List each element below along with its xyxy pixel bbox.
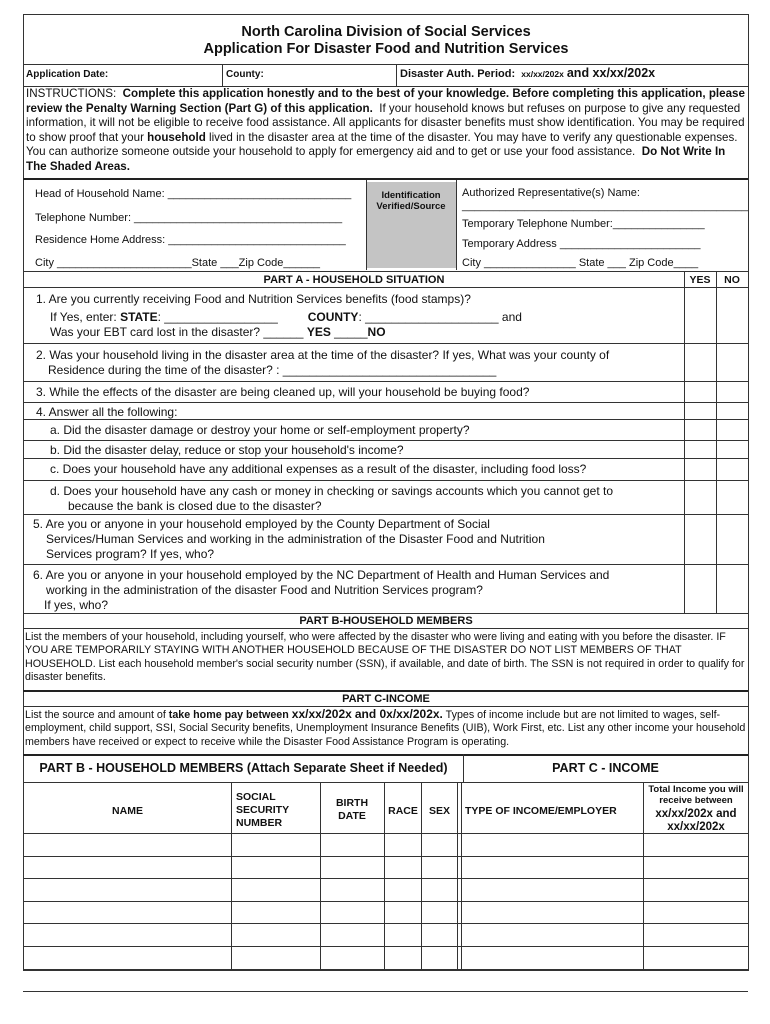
question-4d-line2: because the bank is closed due to the disaster? — [68, 499, 322, 513]
application-date-label: Application Date: — [26, 69, 109, 80]
table-cell[interactable] — [321, 902, 384, 923]
question-1-ebt-lost[interactable]: Was your EBT card lost in the disaster? ______ YES _____NO — [50, 325, 386, 339]
disaster-period: Disaster Auth. Period: xx/xx/202x and xx/xx/202x — [400, 66, 656, 80]
telephone-field[interactable]: Telephone Number: __________________________________ — [35, 212, 343, 224]
col-ssn-header: SOCIAL SECURITY NUMBER — [236, 791, 289, 829]
temp-address-field[interactable]: Temporary Address _______________________ — [462, 238, 701, 250]
table-cell[interactable] — [321, 834, 384, 855]
q2-no-cell[interactable] — [717, 344, 747, 380]
yes-column-header: YES — [689, 274, 711, 286]
table-cell[interactable] — [385, 857, 421, 878]
q4b-no-cell[interactable] — [717, 441, 747, 457]
part-b-instructions: List the members of your household, including yourself, who were affected by the disaster who were living and eating with you before the disaster. IF YOU ARE TEMPORARILY STAYING WITH ANOTHER HOUSEHOLD BECAUSE OF THE DISASTER DO NOT LIST MEMBERS OF THAT HOUSEHOLD. List each household member's social security number (SSN), if available, and date of birth. The SSN is not required in order to qualify for disaster benefits. — [25, 631, 745, 683]
q5-no-cell[interactable] — [717, 515, 747, 563]
q2-yes-cell[interactable] — [685, 344, 715, 380]
table-cell[interactable] — [232, 879, 320, 900]
question-4d-line1: d. Does your household have any cash or money in checking or savings accounts which you cannot get to — [50, 484, 613, 498]
table-cell[interactable] — [644, 879, 747, 900]
q3-yes-cell[interactable] — [685, 382, 715, 401]
col-race-header: RACE — [388, 805, 418, 817]
q1-yes-cell[interactable] — [685, 288, 715, 342]
table-cell[interactable] — [232, 947, 320, 968]
table-cell[interactable] — [24, 970, 231, 991]
table-cell[interactable] — [321, 947, 384, 968]
table-cell[interactable] — [24, 857, 231, 878]
q3-no-cell[interactable] — [717, 382, 747, 401]
table-cell[interactable] — [644, 834, 747, 855]
q4c-yes-cell[interactable] — [685, 459, 715, 479]
table-cell[interactable] — [24, 902, 231, 923]
no-column-header: NO — [724, 274, 740, 286]
table-cell[interactable] — [462, 834, 643, 855]
q6-yes-cell[interactable] — [685, 565, 715, 612]
question-5-line3: Services program? If yes, who? — [46, 547, 215, 561]
part-c-title: PART C-INCOME — [342, 693, 430, 705]
table-part-c-header: PART C - INCOME — [552, 761, 659, 775]
table-cell[interactable] — [385, 834, 421, 855]
table-cell[interactable] — [462, 970, 643, 991]
instructions: INSTRUCTIONS: Complete this application honestly and to the best of your knowledge. Before completing this application, please review the Penalty Warning Section (Part G) of this application. If your household knows but refuses on purpose to give any requested information, it will not be eligible to receive food assistance. All applicants for disaster benefits must show identification. You may be required to show proof that your household lived in the disaster area at the time of the disaster. You may have to verify any questionable expenses. You can authorize someone outside your household to apply for emergency aid and to get or use your food assistance. Do Not Write In The Shaded Areas. — [26, 87, 745, 173]
question-3: 3. While the effects of the disaster are being cleaned up, will your household be buying food? — [36, 385, 530, 399]
table-cell[interactable] — [321, 924, 384, 945]
question-5-line1: 5. Are you or anyone in your household employed by the County Department of Social — [33, 517, 490, 531]
table-cell[interactable] — [321, 879, 384, 900]
authorized-rep-label: Authorized Representative(s) Name: — [462, 187, 640, 199]
table-cell[interactable] — [462, 902, 643, 923]
table-cell[interactable] — [385, 879, 421, 900]
table-cell[interactable] — [644, 924, 747, 945]
table-cell[interactable] — [24, 924, 231, 945]
question-2-line2[interactable]: Residence during the time of the disaster? : ________________________________ — [48, 363, 497, 377]
table-cell[interactable] — [462, 947, 643, 968]
head-of-household-field[interactable]: Head of Household Name: ______________________________ — [35, 188, 352, 200]
residence-address-field[interactable]: Residence Home Address: _____________________________ — [35, 234, 346, 246]
question-2-line1: 2. Was your household living in the disaster area at the time of the disaster? If yes, What was your county of — [36, 348, 610, 362]
table-cell[interactable] — [385, 924, 421, 945]
question-4a: a. Did the disaster damage or destroy your home or self-employment property? — [50, 423, 470, 437]
table-cell[interactable] — [422, 924, 457, 945]
table-cell[interactable] — [644, 857, 747, 878]
col-total-income-header: Total Income you will receive between — [648, 784, 744, 806]
table-cell[interactable] — [24, 879, 231, 900]
table-cell[interactable] — [321, 857, 384, 878]
col-total-income-dates: xx/xx/202x and xx/xx/202x — [655, 808, 737, 833]
part-a-title: PART A - HOUSEHOLD SITUATION — [263, 274, 445, 286]
table-cell[interactable] — [232, 834, 320, 855]
question-4c: c. Does your household have any additional expenses as a result of the disaster, including food loss? — [50, 462, 587, 476]
table-cell[interactable] — [385, 902, 421, 923]
table-cell[interactable] — [232, 902, 320, 923]
table-cell[interactable] — [644, 902, 747, 923]
table-cell[interactable] — [422, 970, 457, 991]
table-cell[interactable] — [232, 857, 320, 878]
question-1: 1. Are you currently receiving Food and Nutrition Services benefits (food stamps)? — [36, 292, 471, 306]
city-state-zip-field[interactable]: City ______________________State ___Zip Code______ — [35, 257, 321, 269]
question-4b: b. Did the disaster delay, reduce or stop your household's income? — [50, 443, 404, 457]
table-cell[interactable] — [385, 947, 421, 968]
table-cell[interactable] — [24, 947, 231, 968]
table-cell[interactable] — [644, 947, 747, 968]
part-c-instructions: List the source and amount of take home pay between xx/xx/202x and 0x/xx/202x. Types of income include but are not limited to wages, self-employment, child support, SSI, Social Security benefits, Unemployment Insurance Benefits (UIB), Work First, etc. List any other income your household members have received or expect to receive while the Disaster Food Assistance Program is operating. — [25, 707, 746, 748]
q6-no-cell[interactable] — [717, 565, 747, 612]
id-verified-label: Identification Verified/Source — [376, 190, 446, 212]
question-1-state-county[interactable]: If Yes, enter: STATE: _________________ COUNTY: ____________________ and — [50, 310, 522, 324]
table-cell[interactable] — [462, 924, 643, 945]
form-subtitle: Application For Disaster Food and Nutrition Services — [203, 41, 569, 57]
col-birth-date-header: BIRTH DATE — [335, 797, 369, 822]
question-4: 4. Answer all the following: — [36, 405, 178, 419]
part-b-title: PART B-HOUSEHOLD MEMBERS — [299, 615, 473, 627]
authorized-rep-field[interactable]: ______________________________________________ — [462, 200, 749, 212]
county-label: County: — [226, 69, 264, 80]
table-cell[interactable] — [462, 879, 643, 900]
table-cell[interactable] — [422, 902, 457, 923]
q4d-yes-cell[interactable] — [685, 481, 715, 513]
table-cell[interactable] — [232, 924, 320, 945]
temp-city-state-zip-field[interactable]: City _______________ State ___ Zip Code____ — [462, 257, 699, 269]
table-cell[interactable] — [232, 970, 320, 991]
table-cell[interactable] — [422, 857, 457, 878]
temp-phone-field[interactable]: Temporary Telephone Number:_______________ — [462, 218, 705, 230]
q4b-yes-cell[interactable] — [685, 441, 715, 457]
table-cell[interactable] — [321, 970, 384, 991]
col-sex-header: SEX — [428, 805, 450, 817]
q4a-yes-cell[interactable] — [685, 420, 715, 439]
table-cell[interactable] — [385, 970, 421, 991]
table-cell[interactable] — [462, 857, 643, 878]
q1-no-cell[interactable] — [717, 288, 747, 342]
form-title: North Carolina Division of Social Services — [241, 24, 531, 40]
table-cell[interactable] — [422, 947, 457, 968]
q4d-no-cell[interactable] — [717, 481, 747, 513]
table-cell[interactable] — [422, 879, 457, 900]
application-date-field[interactable] — [110, 66, 218, 84]
q5-yes-cell[interactable] — [685, 515, 715, 563]
q4c-no-cell[interactable] — [717, 459, 747, 479]
table-cell[interactable] — [422, 834, 457, 855]
county-field[interactable] — [268, 66, 392, 84]
table-cell[interactable] — [24, 834, 231, 855]
col-income-type-header: TYPE OF INCOME/EMPLOYER — [465, 805, 617, 817]
table-part-b-header: PART B - HOUSEHOLD MEMBERS (Attach Separate Sheet if Needed) — [39, 761, 448, 775]
question-6-line1: 6. Are you or anyone in your household employed by the NC Department of Health and Human Services and — [33, 568, 610, 582]
question-5-line2: Services/Human Services and working in the administration of the Disaster Food and Nutrition — [46, 532, 545, 546]
col-name-header: NAME — [112, 805, 143, 817]
table-row-divider — [23, 991, 748, 992]
question-6-line2: working in the administration of the disaster Food and Nutrition Services program? — [46, 583, 483, 597]
q4a-no-cell[interactable] — [717, 420, 747, 439]
table-cell[interactable] — [644, 970, 747, 991]
question-6-line3: If yes, who? — [44, 598, 109, 612]
